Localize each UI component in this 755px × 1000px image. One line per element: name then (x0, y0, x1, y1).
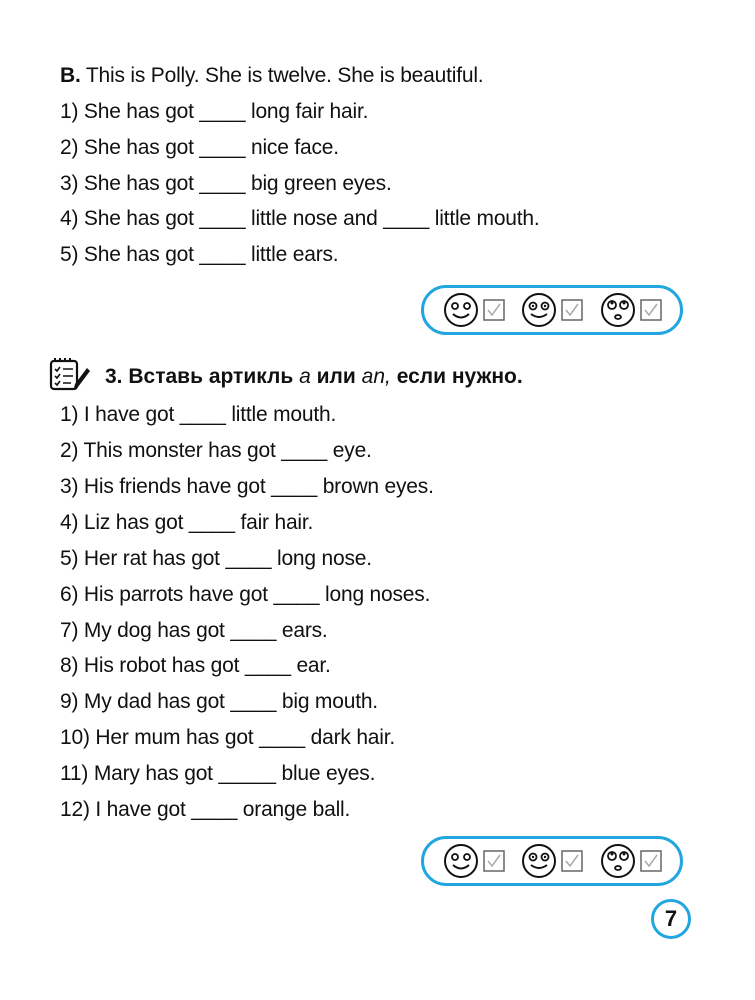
exercise-item: 9) My dad has got ____ big mouth. (60, 690, 378, 713)
section-b-item: 5) She has got ____ little ears. (60, 243, 339, 266)
exercise-item: 7) My dog has got ____ ears. (60, 619, 328, 642)
exercise-item: 3) His friends have got ____ brown eyes. (60, 475, 434, 498)
self-assessment-option (599, 291, 662, 329)
thinking-face-icon (599, 842, 637, 880)
exercise-title-part2: если нужно. (396, 365, 523, 388)
self-assessment-option (442, 291, 505, 329)
exercise-item: 12) I have got ____ orange ball. (60, 798, 351, 821)
exercise-title-or: или (316, 365, 356, 388)
exercise-item: 11) Mary has got _____ blue eyes. (60, 762, 376, 785)
exercise-heading (45, 354, 523, 400)
checkbox[interactable] (640, 850, 662, 872)
checkbox[interactable] (561, 299, 583, 321)
section-b-intro-line (60, 62, 483, 90)
grinning-face-icon (520, 842, 558, 880)
section-b-letter: B. (60, 64, 81, 87)
checkbox[interactable] (483, 299, 505, 321)
smiling-face-icon (442, 842, 480, 880)
self-assessment-option (520, 842, 583, 880)
thinking-face-icon (599, 291, 637, 329)
checkbox[interactable] (561, 850, 583, 872)
section-b-item: 2) She has got ____ nice face. (60, 136, 339, 159)
exercise-number: 3. (105, 365, 123, 388)
checkbox[interactable] (483, 850, 505, 872)
exercise-item: 5) Her rat has got ____ long nose. (60, 547, 372, 570)
article-an: an, (361, 365, 391, 388)
page-number: 7 (651, 899, 691, 939)
self-assessment-option (520, 291, 583, 329)
smiling-face-icon (442, 291, 480, 329)
section-b-item: 1) She has got ____ long fair hair. (60, 100, 369, 123)
exercise-item: 2) This monster has got ____ eye. (60, 439, 372, 462)
checkbox[interactable] (640, 299, 662, 321)
exercise-item: 6) His parrots have got ____ long noses. (60, 583, 431, 606)
self-assessment-panel (421, 285, 683, 335)
grinning-face-icon (520, 291, 558, 329)
self-assessment-panel (421, 836, 683, 886)
exercise-item: 4) Liz has got ____ fair hair. (60, 511, 314, 534)
exercise-notebook-icon (45, 354, 91, 400)
exercise-item: 8) His robot has got ____ ear. (60, 654, 331, 677)
self-assessment-option (442, 842, 505, 880)
section-b-intro: This is Polly. She is twelve. She is beautiful. (85, 64, 484, 87)
section-b-item: 4) She has got ____ little nose and ____ little mouth. (60, 207, 540, 230)
article-a: a (299, 365, 311, 388)
exercise-title-part1: Вставь артикль (128, 365, 294, 388)
exercise-item: 10) Her mum has got ____ dark hair. (60, 726, 396, 749)
exercise-item: 1) I have got ____ little mouth. (60, 403, 337, 426)
section-b-item: 3) She has got ____ big green eyes. (60, 172, 392, 195)
self-assessment-option (599, 842, 662, 880)
